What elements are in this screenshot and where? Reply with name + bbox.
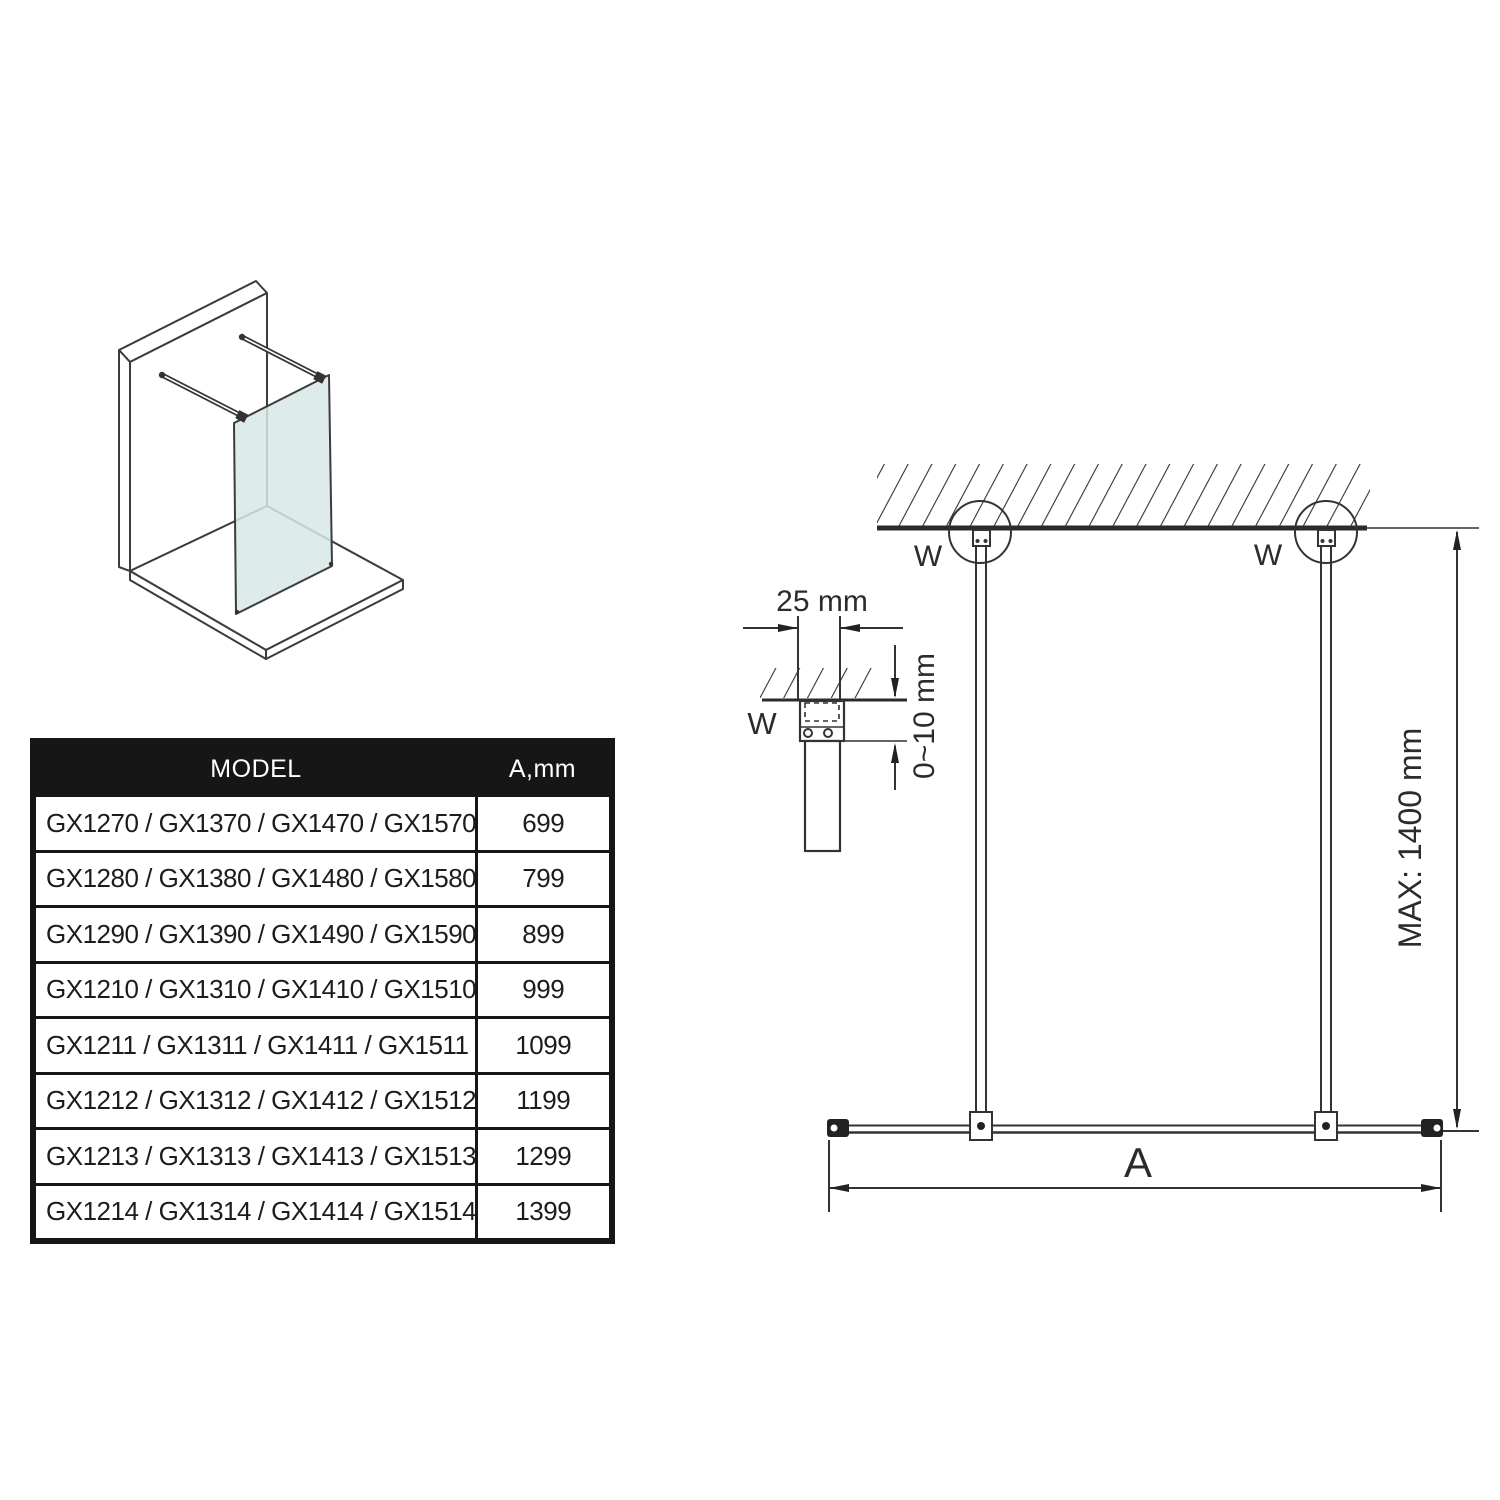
dimension-cell: 1399 bbox=[476, 1184, 612, 1241]
model-column-header: MODEL bbox=[33, 741, 476, 796]
wall-bracket-left bbox=[973, 530, 990, 546]
arrowhead bbox=[840, 624, 860, 632]
glass-bottom-dot-right bbox=[329, 562, 333, 566]
table-row bbox=[33, 907, 612, 963]
detail-bar bbox=[805, 741, 840, 851]
dimension-cell: 999 bbox=[476, 962, 612, 1018]
arrowhead bbox=[891, 678, 899, 698]
max-height-label: MAX: 1400 mm bbox=[1392, 727, 1428, 949]
dimension-cell: 1199 bbox=[476, 1073, 612, 1129]
detail-width-label: 25 mm bbox=[776, 585, 868, 618]
model-cell: GX1270 / GX1370 / GX1470 / GX1570 bbox=[33, 796, 476, 852]
screw-icon bbox=[804, 729, 812, 737]
dimension-cell: 899 bbox=[476, 907, 612, 963]
dimension-column-header: A,mm bbox=[476, 741, 612, 796]
isometric-drawing bbox=[90, 258, 430, 678]
table-row bbox=[33, 1018, 612, 1074]
table-row bbox=[33, 1184, 612, 1241]
wall-anchor-icon bbox=[159, 372, 165, 378]
model-cell: GX1280 / GX1380 / GX1480 / GX1580 bbox=[33, 851, 476, 907]
support-bar-left bbox=[949, 501, 1011, 1112]
table-row bbox=[33, 796, 612, 852]
dimension-cell: 1099 bbox=[476, 1018, 612, 1074]
arrowhead bbox=[829, 1184, 849, 1192]
table-row bbox=[33, 851, 612, 907]
model-cell: GX1290 / GX1390 / GX1490 / GX1590 bbox=[33, 907, 476, 963]
glass-bottom-dot-left bbox=[235, 610, 239, 614]
model-cell: GX1211 / GX1311 / GX1411 / GX1511 bbox=[33, 1018, 476, 1074]
wall-label-right: W bbox=[1253, 539, 1283, 572]
screw-icon bbox=[824, 729, 832, 737]
arrowhead bbox=[778, 624, 798, 632]
table-row bbox=[33, 962, 612, 1018]
arrowhead bbox=[1453, 1109, 1461, 1129]
wall-anchor-icon bbox=[239, 334, 245, 340]
arrowhead bbox=[1453, 530, 1461, 550]
arrowhead bbox=[891, 743, 899, 763]
dimension-cell: 699 bbox=[476, 796, 612, 852]
wall-hatch bbox=[877, 464, 1370, 526]
model-cell: GX1210 / GX1310 / GX1410 / GX1510 bbox=[33, 962, 476, 1018]
wall-bracket-right bbox=[1318, 530, 1335, 546]
model-table bbox=[30, 738, 615, 1244]
wall-left-strip bbox=[119, 350, 130, 571]
glass-end-cap-left bbox=[827, 1119, 849, 1137]
table-row bbox=[33, 1073, 612, 1129]
dimension-cell: 1299 bbox=[476, 1129, 612, 1185]
table-row bbox=[33, 1129, 612, 1185]
model-cell: GX1212 / GX1312 / GX1412 / GX1512 bbox=[33, 1073, 476, 1129]
detail-wall-hatch bbox=[760, 668, 877, 698]
dimension-cell: 799 bbox=[476, 851, 612, 907]
model-cell: GX1214 / GX1314 / GX1414 / GX1514 bbox=[33, 1184, 476, 1241]
support-bar-right bbox=[1295, 501, 1357, 1112]
arrowhead bbox=[1421, 1184, 1441, 1192]
wall-label-left: W bbox=[913, 540, 943, 573]
detail-gap-label: 0~10 mm bbox=[908, 653, 941, 779]
table-header-row bbox=[33, 741, 612, 796]
glass-edge bbox=[827, 1112, 1443, 1140]
max-height-dimension bbox=[1443, 532, 1479, 1131]
installation-diagram bbox=[730, 440, 1490, 1240]
model-cell: GX1213 / GX1313 / GX1413 / GX1513 bbox=[33, 1129, 476, 1185]
bracket-detail bbox=[743, 585, 941, 851]
detail-wall-label: W bbox=[747, 706, 777, 741]
width-dim-label: A bbox=[1123, 1139, 1153, 1186]
